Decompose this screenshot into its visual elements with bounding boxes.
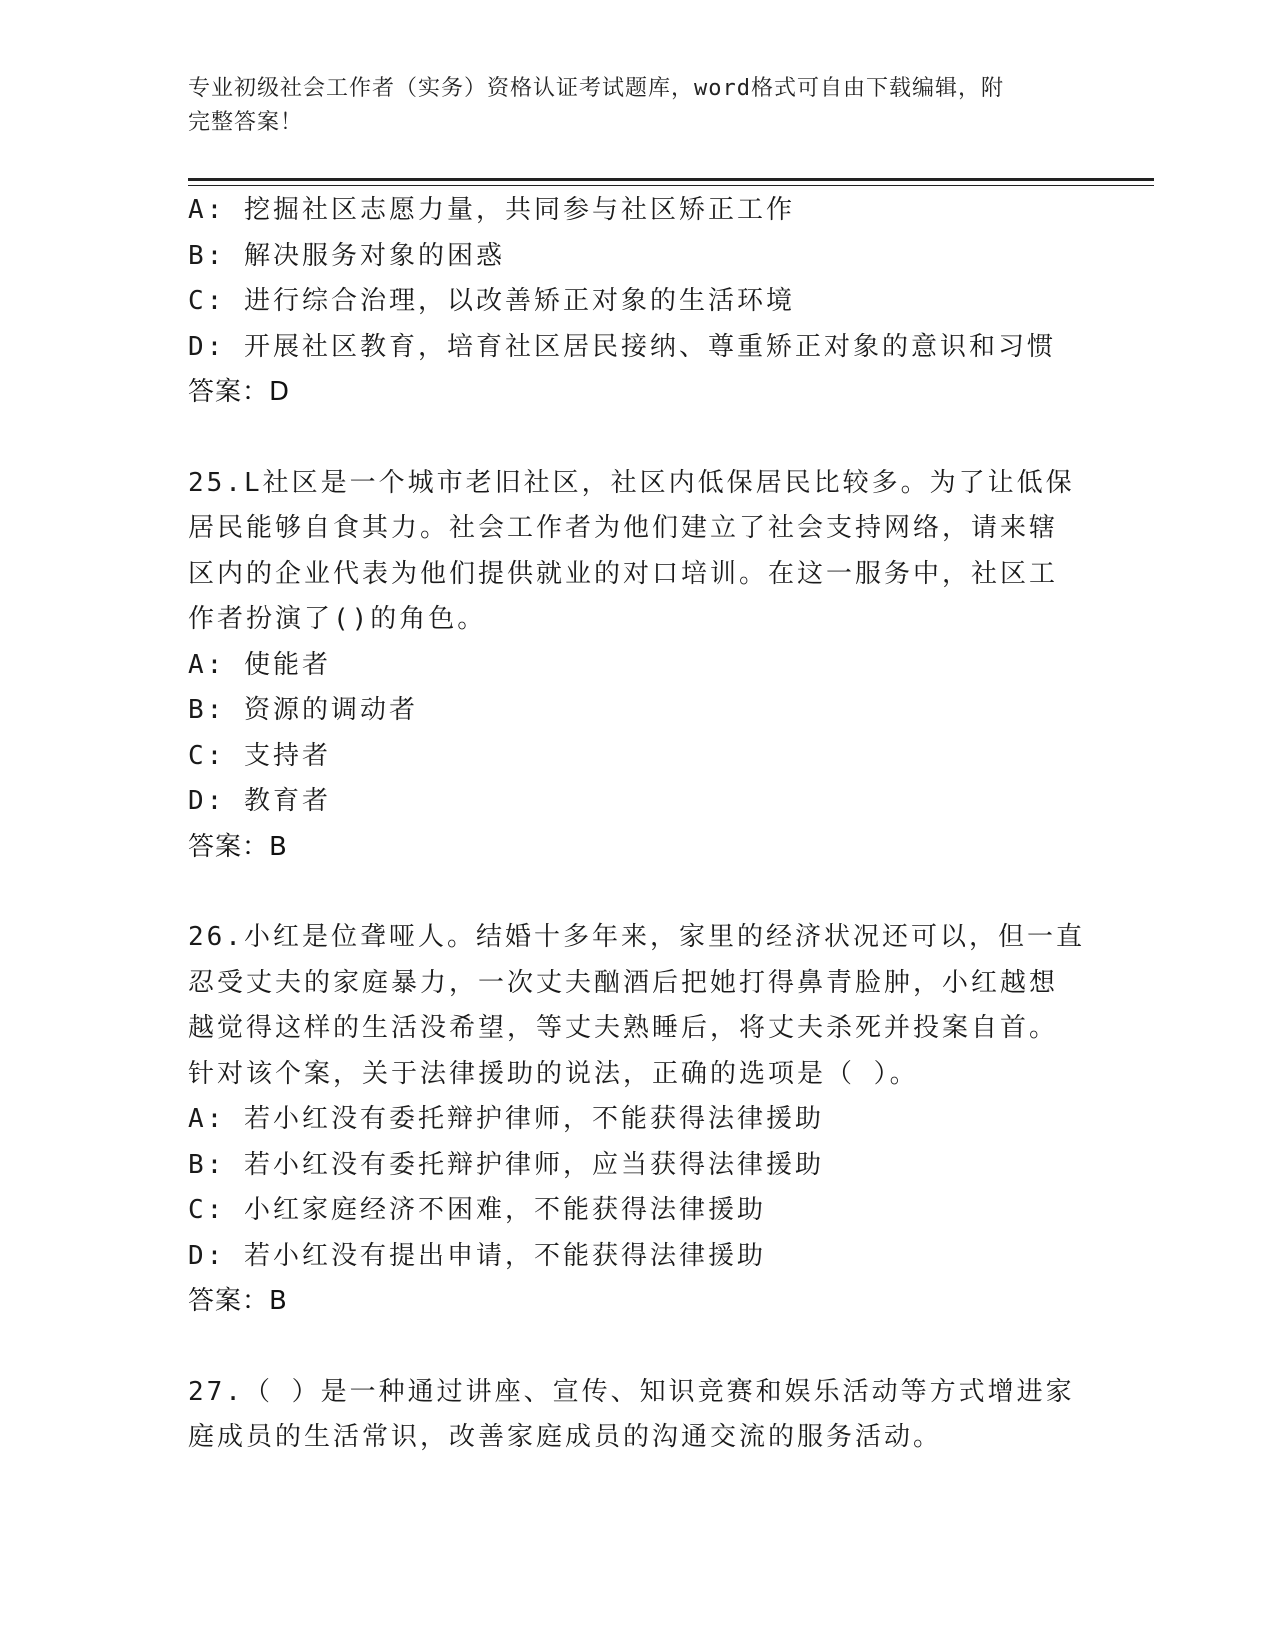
option-b: B: 解决服务对象的困惑 bbox=[188, 240, 505, 271]
option-c: C: 支持者 bbox=[188, 740, 331, 771]
question-stem bbox=[188, 1370, 1088, 1461]
question-25 bbox=[188, 461, 1088, 871]
question-26 bbox=[188, 915, 1088, 1325]
option-b: B: 若小红没有委托辩护律师，应当获得法律援助 bbox=[188, 1149, 824, 1180]
spacer bbox=[188, 1325, 1088, 1370]
question-27 bbox=[188, 1370, 1088, 1461]
question-content bbox=[188, 188, 1088, 1461]
stem-line: 针对该个案，关于法律援助的说法，正确的选项是（ ）。 bbox=[188, 1058, 919, 1089]
option-b: B: 资源的调动者 bbox=[188, 695, 418, 725]
option-d: D: 若小红没有提出申请，不能获得法律援助 bbox=[188, 1240, 766, 1271]
stem-line: 26.小红是位聋哑人。结婚十多年来，家里的经济状况还可以，但一直 bbox=[188, 922, 1085, 952]
spacer bbox=[188, 870, 1088, 915]
question-24 bbox=[188, 188, 1088, 416]
header-rule-thick bbox=[188, 178, 1154, 181]
option-c: C: 进行综合治理，以改善矫正对象的生活环境 bbox=[188, 286, 795, 316]
stem-line: 25.L社区是一个城市老旧社区，社区内低保居民比较多。为了让低保 bbox=[188, 467, 1075, 498]
stem-line: 庭成员的生活常识，改善家庭成员的沟通交流的服务活动。 bbox=[188, 1422, 943, 1452]
option-d: D: 教育者 bbox=[188, 786, 331, 816]
stem-line: 忍受丈夫的家庭暴力，一次丈夫酗酒后把她打得鼻青脸肿，小红越想 bbox=[188, 967, 1059, 998]
header-line-2: 完整答案！ bbox=[188, 110, 304, 135]
option-a: A: 使能者 bbox=[188, 649, 331, 680]
header-rule-thin bbox=[188, 185, 1154, 186]
option-c: C: 小红家庭经济不困难，不能获得法律援助 bbox=[188, 1195, 766, 1225]
answer-line: 答案：D bbox=[188, 377, 291, 407]
question-stem bbox=[188, 461, 1088, 643]
stem-line: 越觉得这样的生活没希望，等丈夫熟睡后，将丈夫杀死并投案自首。 bbox=[188, 1013, 1059, 1043]
stem-line: 作者扮演了()的角色。 bbox=[188, 604, 487, 634]
answer-line: 答案：B bbox=[188, 831, 288, 862]
answer-line: 答案：B bbox=[188, 1286, 288, 1316]
option-a: A: 若小红没有委托辩护律师，不能获得法律援助 bbox=[188, 1104, 824, 1134]
stem-line: 居民能够自食其力。社会工作者为他们建立了社会支持网络，请来辖 bbox=[188, 513, 1059, 543]
page-header bbox=[188, 72, 1068, 140]
stem-line: 27.（ ）是一种通过讲座、宣传、知识竞赛和娱乐活动等方式增进家 bbox=[188, 1376, 1075, 1407]
header-line-1: 专业初级社会工作者（实务）资格认证考试题库，word格式可自由下载编辑，附 bbox=[188, 76, 1004, 101]
spacer bbox=[188, 416, 1088, 461]
question-stem bbox=[188, 915, 1088, 1097]
option-a: A: 挖掘社区志愿力量，共同参与社区矫正工作 bbox=[188, 195, 795, 225]
stem-line: 区内的企业代表为他们提供就业的对口培训。在这一服务中，社区工 bbox=[188, 558, 1059, 589]
option-d: D: 开展社区教育，培育社区居民接纳、尊重矫正对象的意识和习惯 bbox=[188, 331, 1056, 362]
